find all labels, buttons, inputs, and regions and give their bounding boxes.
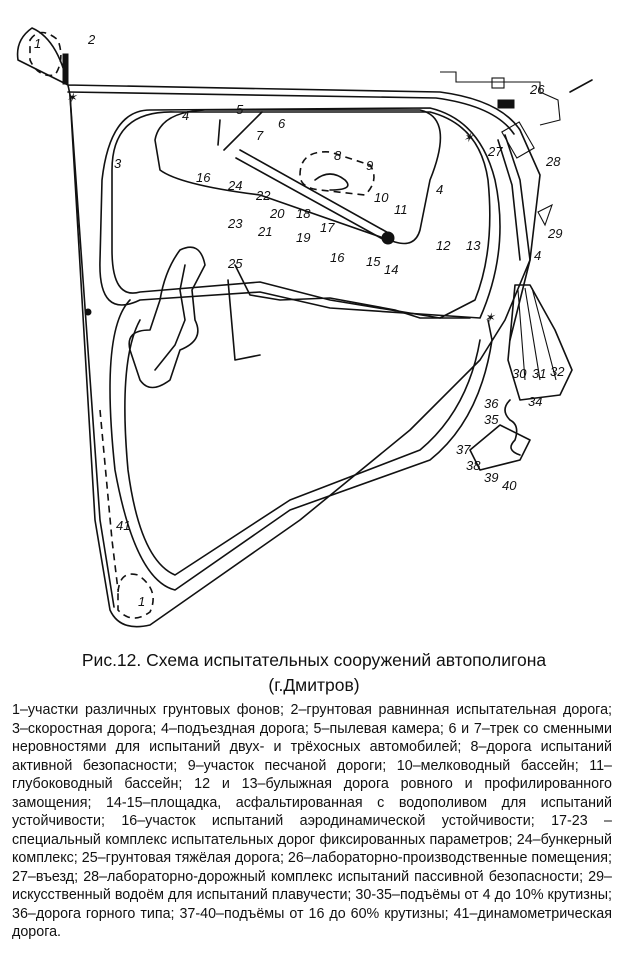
figure-legend: 1–участки различных грунтовых фонов; 2–грунтовая равнинная испытательная дорога; 3–скоростная дорога; 4–подъездная дорога; 5–пылевая камера; 6 и 7–трек со сменными неровностями для испытаний двух- и трёхосных автомобилей; 8–дорога испытаний активной безопасности; 9–участок песчаной дороги; 10–мелководный бассейн; 11–глубоководный бассейн; 12 и 13–булыжная дорога ровного и профилированного замощения; 14-15–площадка, асфальтированная с водополивом для испытаний устойчивости; 16–участок испытаний аэродинамической устойчивости; 17-23 –специальный комплекс испытательных дорог фиксированных параметров; 24–бункерный комплекс; 25–грунтовая тяжёлая дорога; 26–лабораторно-производственные помещения; 27–въезд; 28–лабораторно-дорожный комплекс испытаний пассивной безопасности; 29–искусственный водоём для испытаний плавучести; 30-35–подъёмы от 4 до 10% крутизны; 36–дорога горного типа; 37-40–подъёмы от 16 до 60% крутизны; 41–динамометрическая дорога.: [12, 702, 612, 940]
main-loop-track: [110, 300, 492, 590]
soil-track-bottom-loop: [118, 574, 153, 618]
label-30: 30: [512, 366, 527, 381]
slopes: [508, 285, 572, 400]
lab-building-1: [492, 78, 504, 88]
label-9: 9: [366, 158, 374, 173]
label-34: 34: [528, 394, 543, 409]
caption-location: (г.Дмитров): [268, 675, 360, 695]
label-6: 6: [278, 116, 286, 131]
label-16: 16: [196, 170, 211, 185]
label-23: 23: [228, 216, 243, 231]
label-37: 37: [456, 442, 471, 457]
label-25: 25: [228, 256, 243, 271]
label-16: 16: [330, 250, 345, 265]
label-20: 20: [270, 206, 285, 221]
sand-road: [315, 174, 348, 190]
label-18: 18: [296, 206, 311, 221]
heavy-soil-road-2: [155, 265, 260, 370]
lab-building-2: [498, 100, 514, 108]
label-28: 28: [546, 154, 561, 169]
label-4: 4: [436, 182, 444, 197]
heavy-soil-road: [129, 247, 470, 387]
junction-marker-1: ✶: [66, 90, 77, 105]
soil-road-block: [63, 54, 68, 84]
label-36: 36: [484, 396, 499, 411]
label-27: 27: [488, 144, 503, 159]
label-22: 22: [256, 188, 271, 203]
label-40: 40: [502, 478, 517, 493]
label-21: 21: [258, 224, 273, 239]
label-39: 39: [484, 470, 499, 485]
label-7: 7: [256, 128, 264, 143]
label-41: 41: [116, 518, 131, 533]
label-10: 10: [374, 190, 389, 205]
label-1: 1: [34, 36, 42, 51]
label-13: 13: [466, 238, 481, 253]
label-1: 1: [138, 594, 146, 609]
label-35: 35: [484, 412, 499, 427]
main-loop-track-inner: [125, 320, 480, 575]
label-19: 19: [296, 230, 311, 245]
label-11: 11: [394, 202, 408, 217]
flotation-reservoir: [538, 205, 552, 225]
label-38: 38: [466, 458, 481, 473]
caption-title: Рис.12. Схема испытательных сооружений автополигона: [81, 650, 547, 670]
junction-marker-2: ✶: [463, 130, 474, 145]
label-17: 17: [320, 220, 335, 235]
label-12: 12: [436, 238, 451, 253]
deep-pool: [382, 232, 394, 244]
track-7: [218, 120, 220, 145]
marker-dot: [85, 309, 91, 315]
entry-road: [570, 80, 592, 92]
junction-marker-3: ✶: [484, 310, 495, 325]
label-15: 15: [366, 254, 381, 269]
mountain-road: [505, 400, 520, 455]
figure-caption: [0, 648, 628, 698]
label-4: 4: [534, 248, 542, 263]
label-14: 14: [384, 262, 399, 277]
building-boundary: [440, 72, 560, 125]
label-5: 5: [236, 102, 244, 117]
label-2: 2: [88, 32, 96, 47]
label-26: 26: [530, 82, 545, 97]
label-32: 32: [550, 364, 565, 379]
label-8: 8: [334, 148, 342, 163]
label-24: 24: [228, 178, 243, 193]
label-29: 29: [548, 226, 563, 241]
label-4: 4: [182, 108, 190, 123]
outer-road-inner-edge: [70, 95, 114, 607]
label-31: 31: [532, 366, 547, 381]
label-3: 3: [114, 156, 122, 171]
